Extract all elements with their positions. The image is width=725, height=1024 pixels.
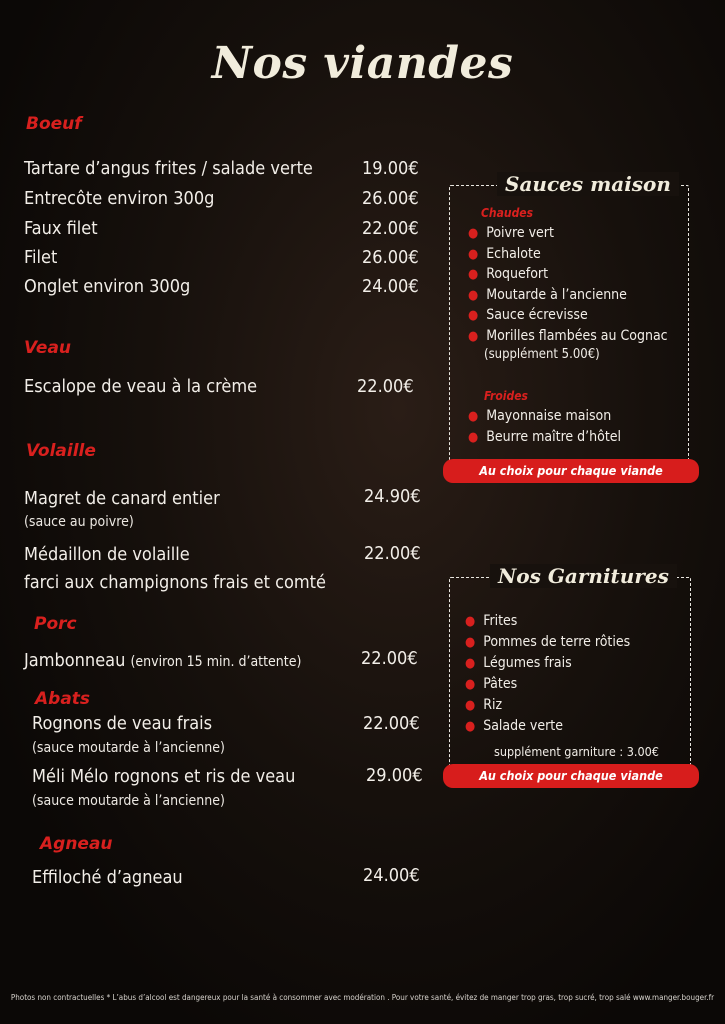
sauces-chaudes-label: Chaudes bbox=[481, 206, 534, 220]
garnitures-banner: Au choix pour chaque viande bbox=[443, 764, 699, 788]
menu-item-name: Médaillon de volaille bbox=[24, 544, 190, 565]
sauce-item-label: Morilles flambées au Cognac bbox=[486, 328, 668, 344]
menu-item-price: 22.00€ bbox=[361, 648, 418, 669]
footer-disclaimer: Photos non contractuelles * L’abus d’alcool est dangereux pour la santé à consommer avec modération . Pour votre santé, évitez de manger trop gras, trop sucré, trop salé www.manger.bouger.fr bbox=[10, 993, 715, 1002]
menu-item-name: Magret de canard entier bbox=[24, 488, 220, 509]
bullet-icon: ● bbox=[468, 430, 479, 445]
menu-item-name bbox=[24, 650, 301, 671]
sauce-item-label: Sauce écrevisse bbox=[486, 307, 588, 323]
section-veau-label: Veau bbox=[24, 338, 72, 358]
menu-item-name: Escalope de veau à la crème bbox=[24, 376, 258, 397]
menu-item-price: 22.00€ bbox=[363, 713, 420, 734]
bullet-icon: ● bbox=[468, 247, 479, 262]
bullet-icon: ● bbox=[468, 267, 479, 282]
sauce-item-label: Echalote bbox=[486, 246, 541, 262]
menu-item-price: 22.00€ bbox=[364, 543, 421, 564]
menu-item-name: Faux filet bbox=[24, 218, 98, 239]
menu-item-note: (sauce au poivre) bbox=[24, 514, 134, 530]
menu-item-title: Jambonneau bbox=[24, 650, 126, 671]
sauce-item bbox=[468, 328, 668, 344]
menu-item-name: Méli Mélo rognons et ris de veau bbox=[32, 766, 296, 787]
menu-item-price: 19.00€ bbox=[362, 158, 419, 179]
bullet-icon: ● bbox=[468, 226, 479, 241]
garniture-item bbox=[465, 634, 630, 650]
sauce-item-label: Beurre maître d’hôtel bbox=[486, 429, 622, 445]
menu-item-name: Tartare d’angus frites / salade verte bbox=[24, 158, 313, 179]
menu-item-price: 22.00€ bbox=[362, 218, 419, 239]
bullet-icon: ● bbox=[465, 656, 476, 671]
menu-item-price: 24.00€ bbox=[362, 276, 419, 297]
sauce-item bbox=[468, 225, 554, 241]
sauce-item-label: Roquefort bbox=[486, 266, 549, 282]
garniture-item bbox=[465, 613, 517, 629]
garniture-item-label: Riz bbox=[483, 697, 503, 713]
bullet-icon: ● bbox=[465, 614, 476, 629]
bullet-icon: ● bbox=[465, 677, 476, 692]
garniture-supplement: supplément garniture : 3.00€ bbox=[494, 744, 659, 759]
menu-item-note: (sauce moutarde à l’ancienne) bbox=[32, 793, 225, 809]
sauce-item bbox=[468, 408, 611, 424]
menu-item-note: farci aux champignons frais et comté bbox=[24, 572, 326, 593]
menu-item-name: Onglet environ 300g bbox=[24, 276, 191, 297]
garniture-item-label: Pâtes bbox=[483, 676, 518, 692]
section-boeuf-label: Boeuf bbox=[26, 114, 82, 134]
garniture-item-label: Légumes frais bbox=[483, 655, 572, 671]
menu-item-name: Effiloché d’agneau bbox=[32, 867, 183, 888]
section-volaille-label: Volaille bbox=[26, 441, 96, 461]
sauces-title: Sauces maison bbox=[497, 172, 679, 196]
bullet-icon: ● bbox=[468, 329, 479, 344]
garniture-item bbox=[465, 697, 502, 713]
sauce-item-label: Mayonnaise maison bbox=[486, 408, 612, 424]
bullet-icon: ● bbox=[465, 635, 476, 650]
menu-item-name: Filet bbox=[24, 247, 58, 268]
menu-item-price: 24.90€ bbox=[364, 486, 421, 507]
sauce-item bbox=[468, 246, 541, 262]
bullet-icon: ● bbox=[465, 698, 476, 713]
sauce-note: (supplément 5.00€) bbox=[484, 347, 600, 362]
garniture-item bbox=[465, 676, 517, 692]
menu-item-price: 26.00€ bbox=[362, 247, 419, 268]
bullet-icon: ● bbox=[468, 308, 479, 323]
sauce-item bbox=[468, 307, 588, 323]
bullet-icon: ● bbox=[468, 288, 479, 303]
sauce-item-label: Poivre vert bbox=[486, 225, 554, 241]
menu-item-price: 22.00€ bbox=[357, 376, 414, 397]
garnitures-title: Nos Garnitures bbox=[490, 564, 677, 588]
garniture-item-label: Salade verte bbox=[483, 718, 563, 734]
garniture-item bbox=[465, 655, 572, 671]
bullet-icon: ● bbox=[468, 409, 479, 424]
menu-item-name: Entrecôte environ 300g bbox=[24, 188, 215, 209]
garniture-item-label: Pommes de terre rôties bbox=[483, 634, 631, 650]
sauce-item bbox=[468, 429, 621, 445]
garniture-item-label: Frites bbox=[483, 613, 518, 629]
garniture-item bbox=[465, 718, 563, 734]
menu-item-name: Rognons de veau frais bbox=[32, 713, 213, 734]
menu-item-note: (sauce moutarde à l’ancienne) bbox=[32, 740, 225, 756]
sauces-banner: Au choix pour chaque viande bbox=[443, 459, 699, 483]
sauce-item bbox=[468, 266, 548, 282]
sauce-item bbox=[468, 287, 627, 303]
section-abats-label: Abats bbox=[35, 689, 91, 709]
bullet-icon: ● bbox=[465, 719, 476, 734]
section-agneau-label: Agneau bbox=[40, 834, 113, 854]
section-porc-label: Porc bbox=[34, 614, 77, 634]
page-title: Nos viandes bbox=[211, 38, 514, 89]
menu-item-price: 29.00€ bbox=[366, 765, 423, 786]
menu-item-price: 26.00€ bbox=[362, 188, 419, 209]
sauce-item-label: Moutarde à l’ancienne bbox=[486, 287, 627, 303]
sauces-froides-label: Froides bbox=[484, 389, 528, 403]
menu-item-price: 24.00€ bbox=[363, 865, 420, 886]
menu-item-detail: (environ 15 min. d’attente) bbox=[130, 654, 302, 670]
